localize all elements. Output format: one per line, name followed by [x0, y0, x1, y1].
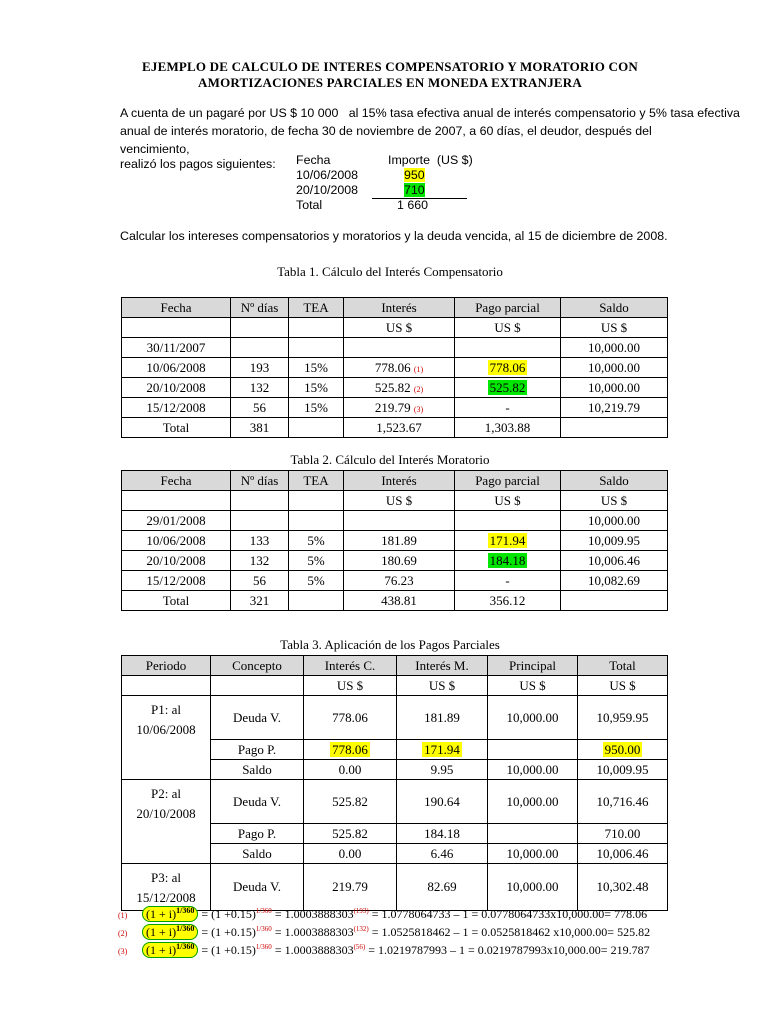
table-units-row [122, 318, 668, 338]
cell-tea: 15% [289, 358, 344, 378]
col-header: Interés [344, 471, 455, 491]
table1-caption: Tabla 1. Cálculo del Interés Compensatorio [277, 264, 503, 279]
footnote-3 [118, 942, 650, 958]
footnote-2 [118, 924, 650, 940]
footnote-number: (1) [118, 911, 128, 920]
formula-part: = 1.0778064733 – 1 = 0.0778064733x10,000.00= 778.06 [368, 907, 648, 921]
cell-tea: 5% [289, 551, 344, 571]
formula-part: = 1.0003888303 [271, 943, 354, 957]
cell-dias: 133 [231, 531, 289, 551]
table-units-row [122, 491, 668, 511]
formula-base [142, 924, 198, 940]
payment-importe: 950 [404, 168, 425, 182]
cell-im: 181.89 [397, 696, 488, 740]
col-header: Nº días [231, 298, 289, 318]
unit-cell: US $ [304, 676, 397, 696]
table-row [122, 864, 668, 911]
intro-line-1: A cuenta de un pagaré por US $ 10 000 al 15% tasa efectiva anual de interés compensatorio y 5% tasa efectiva [120, 106, 740, 120]
cell-saldo: 10,006.46 [561, 551, 668, 571]
cell-pago: - [455, 398, 561, 418]
periodo-line: 20/10/2008 [136, 806, 196, 821]
periodo-line: 15/12/2008 [136, 890, 196, 905]
formula-base [142, 906, 198, 922]
table-row [122, 531, 668, 551]
pago-value: 778.06 [489, 359, 526, 375]
cell-im [397, 740, 488, 760]
cell-principal [488, 740, 578, 760]
col-header: Saldo [561, 298, 668, 318]
cell-interes [344, 378, 455, 398]
cell-pago [455, 378, 561, 398]
table2-caption: Tabla 2. Cálculo del Interés Moratorio [290, 452, 490, 467]
cell-fecha: 15/12/2008 [122, 398, 231, 418]
base-exponent: 1/360 [176, 942, 195, 951]
unit-cell: US $ [344, 318, 455, 338]
table-row [122, 551, 668, 571]
payments-header-importe: Importe (US $) [388, 153, 473, 167]
cell-principal: 10,000.00 [488, 844, 578, 864]
base-text: (1 + i) [146, 907, 177, 921]
col-header: Periodo [122, 656, 211, 676]
table-row [122, 696, 668, 740]
cell-pago [455, 551, 561, 571]
base-text: (1 + i) [146, 943, 177, 957]
cell-principal: 10,000.00 [488, 864, 578, 911]
unit-cell: US $ [561, 318, 668, 338]
cell-concepto: Deuda V. [211, 780, 304, 824]
cell-pago [455, 531, 561, 551]
formula-part: = (1 +0.15) [198, 943, 256, 957]
cell-fecha: 30/11/2007 [122, 338, 231, 358]
base-exponent: 1/360 [176, 906, 195, 915]
footnote-ref: (1) [413, 364, 424, 374]
col-header: TEA [289, 471, 344, 491]
payment-fecha: 20/10/2008 [296, 183, 359, 197]
interes-value: 525.82 [374, 379, 411, 395]
table-row [122, 511, 668, 531]
cell-ic: 0.00 [304, 844, 397, 864]
title-line-1: EJEMPLO DE CALCULO DE INTERES COMPENSATORIO Y MORATORIO CON [142, 59, 638, 74]
cell-ic [304, 740, 397, 760]
footnote-1 [118, 906, 647, 922]
payments-total-label: Total [296, 198, 323, 212]
cell-saldo: 10,219.79 [561, 398, 668, 418]
total-dias: 381 [231, 418, 289, 438]
intro-line-2: anual de interés moratorio, de fecha 30 de noviembre de 2007, a 60 días, el deudor, después del vencimiento, [120, 124, 652, 156]
cell-fecha: 29/01/2008 [122, 511, 231, 531]
formula-exponent: (56) [353, 943, 366, 951]
cell-tea: 15% [289, 378, 344, 398]
table-header-row [122, 471, 668, 491]
formula-part: = 1.0219787993 – 1 = 0.0219787993x10,000.00= 219.787 [365, 943, 650, 957]
payments-header-fecha: Fecha [296, 153, 331, 167]
table2-moratorio [121, 470, 668, 611]
unit-cell: US $ [344, 491, 455, 511]
table-row [122, 358, 668, 378]
formula-base [142, 942, 198, 958]
col-header: Nº días [231, 471, 289, 491]
cell-periodo [122, 864, 211, 911]
table-row [122, 571, 668, 591]
cell-principal: 10,000.00 [488, 760, 578, 780]
footnote-ref: (2) [413, 384, 424, 394]
cell-dias: 56 [231, 398, 289, 418]
total-label: Total [122, 418, 231, 438]
pago-value: 184.18 [489, 552, 526, 568]
cell-principal [488, 824, 578, 844]
col-header: Interés [344, 298, 455, 318]
col-header: Pago parcial [455, 298, 561, 318]
formula-exponent: 1/360 [255, 943, 272, 951]
table-header-row [122, 298, 668, 318]
table-total-row [122, 418, 668, 438]
table-row [122, 780, 668, 824]
table-units-row [122, 676, 668, 696]
document-title [120, 59, 660, 91]
question-text: Calcular los intereses compensatorios y moratorios y la deuda vencida, al 15 de diciembre de 2008. [120, 229, 668, 243]
cell-saldo: 10,082.69 [561, 571, 668, 591]
footnote-number: (2) [118, 929, 128, 938]
total-pago: 1,303.88 [455, 418, 561, 438]
cell-interes [344, 358, 455, 378]
cell-fecha: 20/10/2008 [122, 378, 231, 398]
cell-concepto: Deuda V. [211, 864, 304, 911]
table-total-row [122, 591, 668, 611]
cell-dias: 56 [231, 571, 289, 591]
payments-total-value: 1 660 [397, 198, 429, 212]
cell-concepto: Pago P. [211, 824, 304, 844]
cell-tea: 5% [289, 571, 344, 591]
cell-concepto: Saldo [211, 760, 304, 780]
formula-exponent: 1/360 [255, 925, 272, 933]
formula-exponent: (193) [353, 907, 369, 915]
table-row [122, 398, 668, 418]
cell-total: 10,009.95 [578, 760, 668, 780]
periodo-line: P1: al [151, 702, 181, 717]
cell-interes: 181.89 [344, 531, 455, 551]
cell-ic: 0.00 [304, 760, 397, 780]
cell-im: 9.95 [397, 760, 488, 780]
cell-ic: 219.79 [304, 864, 397, 911]
cell-im: 184.18 [397, 824, 488, 844]
total-pago: 356.12 [455, 591, 561, 611]
cell-saldo: 10,000.00 [561, 378, 668, 398]
table-row [122, 378, 668, 398]
cell-periodo [122, 780, 211, 864]
col-header: Pago parcial [455, 471, 561, 491]
col-header: Interés C. [304, 656, 397, 676]
title-line-2: AMORTIZACIONES PARCIALES EN MONEDA EXTRANJERA [198, 75, 582, 90]
unit-cell: US $ [397, 676, 488, 696]
formula-part: = 1.0003888303 [271, 925, 354, 939]
footnote-number: (3) [118, 947, 128, 956]
col-header: TEA [289, 298, 344, 318]
cell-saldo: 10,000.00 [561, 338, 668, 358]
table1-compensatorio [121, 297, 668, 438]
cell-total: 710.00 [578, 824, 668, 844]
table3-aplicacion-pagos [121, 655, 668, 911]
cell-total: 10,006.46 [578, 844, 668, 864]
cell-fecha: 15/12/2008 [122, 571, 231, 591]
cell-im: 82.69 [397, 864, 488, 911]
cell-tea: 5% [289, 531, 344, 551]
col-header: Total [578, 656, 668, 676]
cell-concepto: Saldo [211, 844, 304, 864]
base-text: (1 + i) [146, 925, 177, 939]
table-header-row [122, 656, 668, 676]
formula-exponent: 1/360 [255, 907, 272, 915]
col-header: Fecha [122, 471, 231, 491]
ic-value: 778.06 [332, 741, 368, 757]
col-header: Fecha [122, 298, 231, 318]
cell-periodo [122, 696, 211, 780]
table3-caption: Tabla 3. Aplicación de los Pagos Parciales [280, 637, 500, 652]
cell-pago: - [455, 571, 561, 591]
cell-ic: 778.06 [304, 696, 397, 740]
base-exponent: 1/360 [176, 924, 195, 933]
cell-total: 10,716.46 [578, 780, 668, 824]
unit-cell: US $ [455, 318, 561, 338]
cell-ic: 525.82 [304, 780, 397, 824]
formula-exponent: (132) [353, 925, 369, 933]
col-header: Interés M. [397, 656, 488, 676]
periodo-line: 10/06/2008 [136, 722, 196, 737]
cell-concepto: Pago P. [211, 740, 304, 760]
cell-fecha: 20/10/2008 [122, 551, 231, 571]
col-header: Concepto [211, 656, 304, 676]
cell-principal: 10,000.00 [488, 780, 578, 824]
unit-cell: US $ [455, 491, 561, 511]
total-interes: 438.81 [344, 591, 455, 611]
formula-part: = 1.0003888303 [271, 907, 354, 921]
unit-cell: US $ [488, 676, 578, 696]
cell-im: 190.64 [397, 780, 488, 824]
cell-dias: 132 [231, 378, 289, 398]
cell-tea: 15% [289, 398, 344, 418]
cell-pago [455, 358, 561, 378]
intro-line-3: realizó los pagos siguientes: [120, 157, 276, 171]
total-interes: 1,523.67 [344, 418, 455, 438]
cell-dias: 132 [231, 551, 289, 571]
cell-fecha: 10/06/2008 [122, 531, 231, 551]
pago-value: 525.82 [489, 379, 526, 395]
cell-interes: 180.69 [344, 551, 455, 571]
cell-fecha: 10/06/2008 [122, 358, 231, 378]
unit-cell: US $ [561, 491, 668, 511]
formula-part: = 1.0525818462 – 1 = 0.0525818462 x10,000.00= 525.82 [368, 925, 651, 939]
periodo-line: P3: al [151, 870, 181, 885]
cell-concepto: Deuda V. [211, 696, 304, 740]
cell-dias: 193 [231, 358, 289, 378]
col-header: Principal [488, 656, 578, 676]
cell-ic: 525.82 [304, 824, 397, 844]
cell-interes [344, 398, 455, 418]
total-value: 950.00 [604, 741, 641, 757]
cell-interes: 76.23 [344, 571, 455, 591]
interes-value: 219.79 [374, 399, 411, 415]
total-label: Total [122, 591, 231, 611]
pago-value: 171.94 [489, 532, 526, 548]
cell-principal: 10,000.00 [488, 696, 578, 740]
cell-saldo: 10,000.00 [561, 358, 668, 378]
cell-total: 10,302.48 [578, 864, 668, 911]
table-row [122, 338, 668, 358]
footnote-ref: (3) [413, 404, 424, 414]
im-value: 171.94 [424, 741, 460, 757]
payment-fecha: 10/06/2008 [296, 168, 359, 182]
unit-cell: US $ [578, 676, 668, 696]
cell-im: 6.46 [397, 844, 488, 864]
total-dias: 321 [231, 591, 289, 611]
periodo-line: P2: al [151, 786, 181, 801]
payment-importe: 710 [404, 183, 425, 197]
cell-total [578, 740, 668, 760]
cell-saldo: 10,000.00 [561, 511, 668, 531]
cell-total: 10,959.95 [578, 696, 668, 740]
formula-part: = (1 +0.15) [198, 925, 256, 939]
col-header: Saldo [561, 471, 668, 491]
cell-saldo: 10,009.95 [561, 531, 668, 551]
interes-value: 778.06 [374, 359, 411, 375]
formula-part: = (1 +0.15) [198, 907, 256, 921]
